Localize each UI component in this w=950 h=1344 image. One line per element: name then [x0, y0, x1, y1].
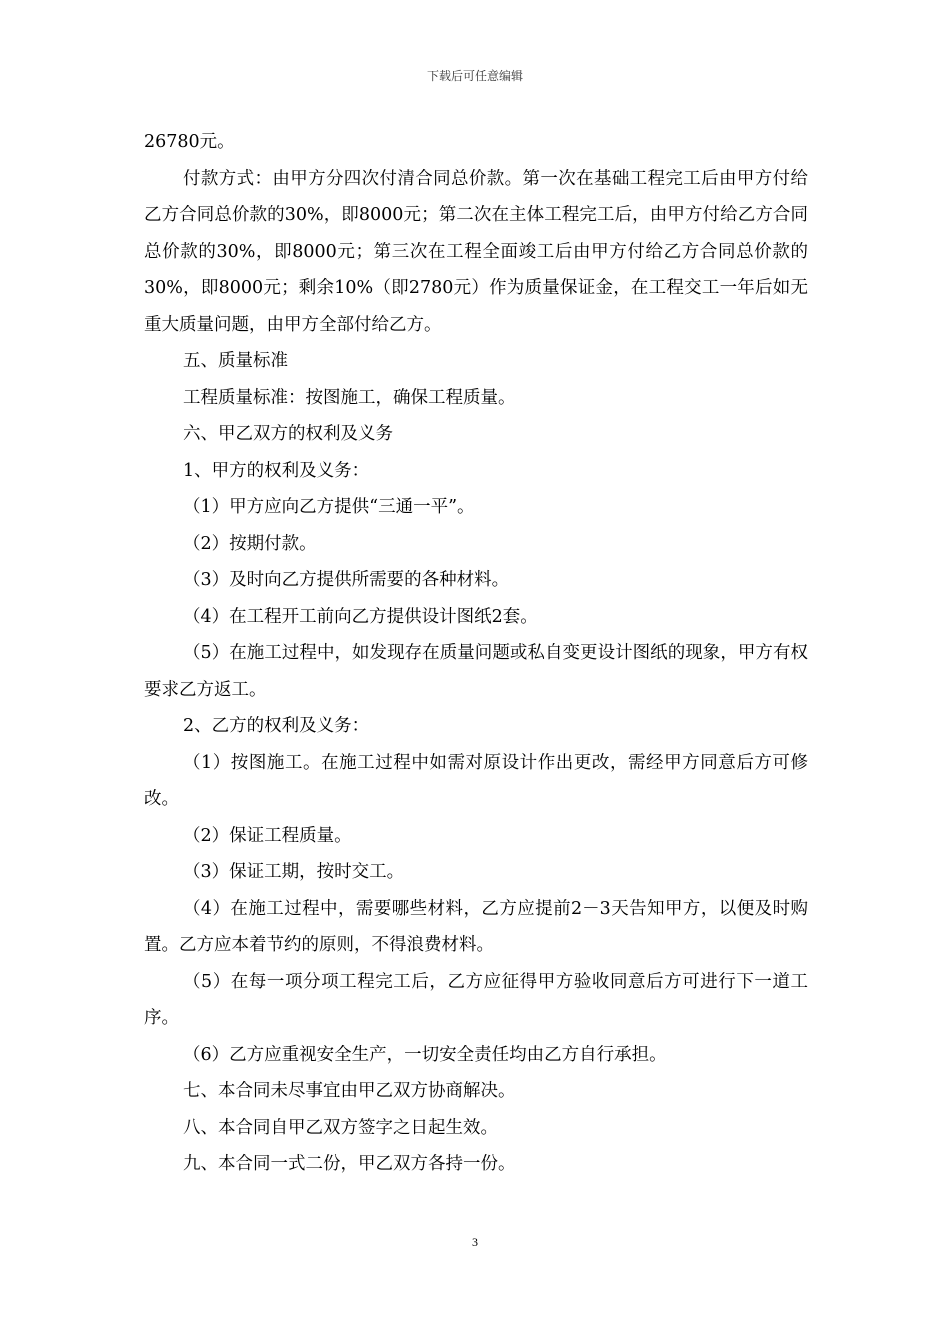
party-b-item-3: （3）保证工期，按时交工。	[183, 862, 405, 882]
paragraph-payment-method: 付款方式：由甲方分四次付清合同总价款。第一次在基础工程完工后由甲方付给乙方合同总价款的30%，即8000元；第二次在主体工程完工后，由甲方付给乙方合同总价款的30%，即8000元；第三次在工程全面竣工后由甲方付给乙方合同总价款的30%，即8000元；剩余10%（即2780元）作为质量保证金，在工程交工一年后如无重大质量问题，由甲方全部付给乙方。	[144, 168, 808, 335]
paragraph-quality-standard: 工程质量标准：按图施工，确保工程质量。	[183, 387, 516, 408]
party-a-item-2: （2）按期付款。	[183, 533, 317, 554]
subheading-party-a: 1、甲方的权利及义务：	[183, 460, 370, 481]
paragraph-price-total: 26780元。	[144, 132, 235, 152]
party-a-item-4: （4）在工程开工前向乙方提供设计图纸2套。	[183, 606, 538, 627]
subheading-party-b: 2、乙方的权利及义务：	[183, 716, 370, 736]
document-body	[144, 124, 808, 1183]
party-b-item-1: （1）按图施工。在施工过程中如需对原设计作出更改，需经甲方同意后方可修改。	[144, 752, 808, 809]
party-a-item-5: （5）在施工过程中，如发现存在质量问题或私自变更设计图纸的现象，甲方有权要求乙方返工。	[144, 643, 808, 700]
party-a-item-3: （3）及时向乙方提供所需要的各种材料。	[183, 570, 510, 590]
clause-nine: 九、本合同一式二份，甲乙双方各持一份。	[183, 1154, 516, 1174]
section-heading-rights: 六、甲乙双方的权利及义务	[183, 424, 393, 444]
party-b-item-5: （5）在每一项分项工程完工后，乙方应征得甲方验收同意后方可进行下一道工序。	[144, 971, 808, 1028]
page-number: 3	[472, 1235, 478, 1249]
clause-eight: 八、本合同自甲乙双方签字之日起生效。	[183, 1117, 498, 1138]
section-heading-quality: 五、质量标准	[183, 351, 288, 371]
party-b-item-4: （4）在施工过程中，需要哪些材料，乙方应提前2－3天告知甲方，以便及时购置。乙方应本着节约的原则，不得浪费材料。	[144, 898, 808, 955]
page-header: 下载后可任意编辑	[426, 69, 523, 83]
clause-seven: 七、本合同未尽事宜由甲乙双方协商解决。	[183, 1081, 516, 1101]
party-a-item-1: （1）甲方应向乙方提供“三通一平”。	[183, 497, 475, 517]
party-b-item-2: （2）保证工程质量。	[183, 825, 352, 846]
party-b-item-6: （6）乙方应重视安全生产，一切安全责任均由乙方自行承担。	[183, 1044, 667, 1065]
